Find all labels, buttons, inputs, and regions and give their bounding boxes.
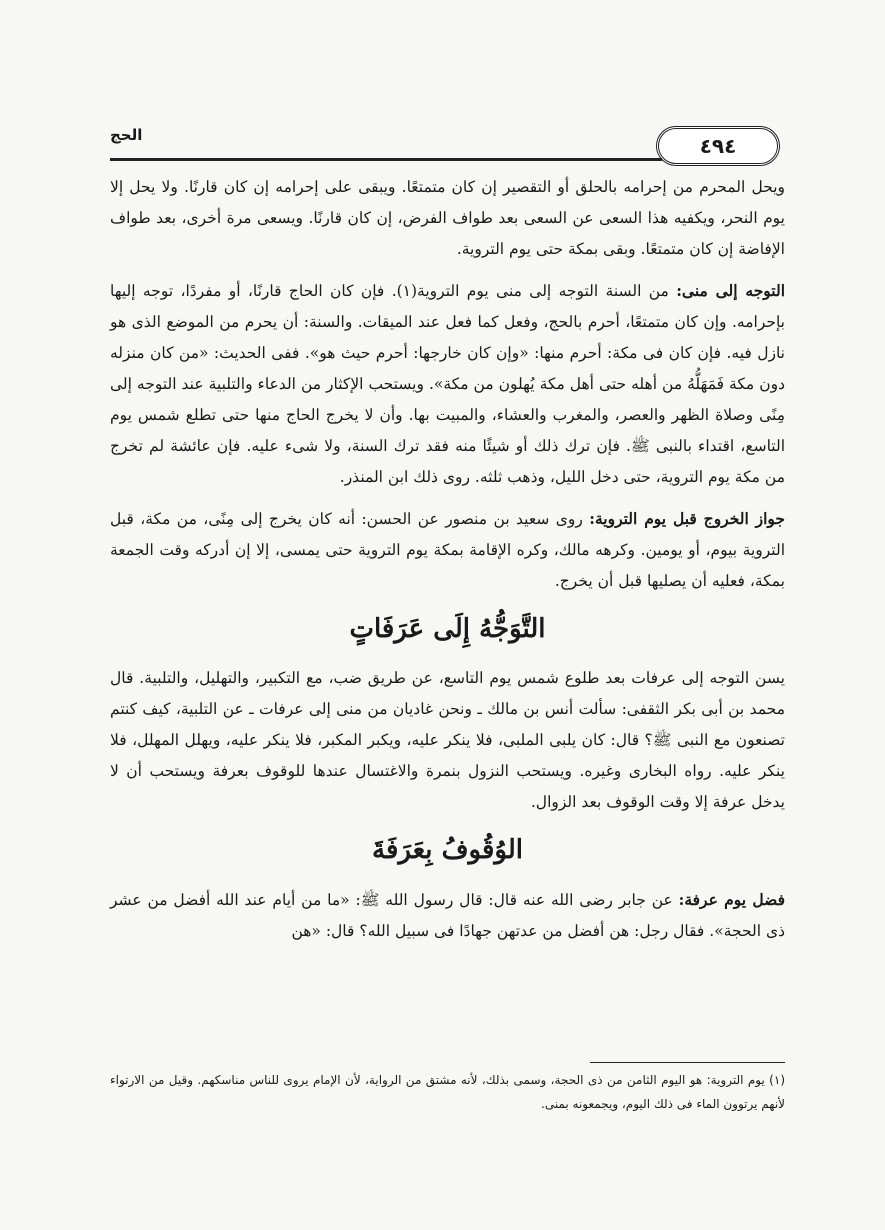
- paragraph-4: يسن التوجه إلى عرفات بعد طلوع شمس يوم التاسع، عن طريق ضب، مع التكبير، والتهليل، والتلبية. قال محمد بن أبى بكر الثقفى: سألت أنس بن مالك ـ ونحن غاديان من منى إلى عرفات ـ عن التلبية، كيف كنتم تصنعون مع النبى ﷺ؟ قال: كان يلبى الملبى، فلا ينكر عليه، ويكبر المكبر، فلا ينكر عليه، ويهلل المهلل، فلا ينكر عليه. رواه البخارى وغيره. ويستحب النزول بنمرة والاغتسال عندها للوقوف بعرفة ويستحب أن لا يدخل عرفة إلا وقت الوقوف بعد الزوال.: [110, 669, 785, 811]
- page-header: [110, 120, 780, 170]
- paragraph-1: ويحل المحرم من إحرامه بالحلق أو التقصير إن كان متمتعًا. ويبقى على إحرامه إن كان قارنًا. ولا يحل إلا يوم النحر، ويكفيه هذا السعى عن السعى بعد طواف الفرض، إن كان قارنًا. ويسعى مرة أخرى، بعد طواف الإفاضة إن كان متمتعًا. وبقى بمكة حتى يوم التروية.: [110, 178, 785, 258]
- spacer: [110, 265, 785, 275]
- paragraph-5: [110, 884, 785, 947]
- running-title: الحج: [110, 126, 143, 144]
- paragraph-2-text: من السنة التوجه إلى منى يوم التروية(١). فإن كان الحاج قارنًا، أو مفردًا، توجه إليها بإحرامه. وإن كان متمتعًا، أحرم بالحج، وفعل كما فعل عند الميقات. والسنة: أن يحرم من الموضع الذى هو نازل فيه. فإن كان فى مكة: أحرم منها: «وإن كان خارجها: أحرم حيث هو». ففى الحديث: «من كان منزله دون مكة فَمَهَلُّهُ من أهله حتى أهل مكة يُهلون من مكة». ويستحب الإكثار من الدعاء والتلبية عند التوجه إلى مِنًى وصلاة الظهر والعصر، والمغرب والعشاء، والمبيت بها. وأن لا يخرج الحاج منها حتى تطلع شمس يوم التاسع، اقتداء بالنبى ﷺ. فإن ترك ذلك أو شيئًا منه فقد ترك السنة، ولا شىء عليه. فإن عائشة لم تخرج من مكة يوم التروية، حتى دخل الليل، وذهب ثلثه. روى ذلك ابن المنذر.: [110, 282, 785, 486]
- page-number: ٤٩٤: [656, 126, 780, 166]
- spacer: [110, 493, 785, 503]
- footnote-rule: [590, 1062, 785, 1063]
- paragraph-5-heading: فضل يوم عرفة:: [678, 890, 785, 909]
- paragraph-2: [110, 275, 785, 493]
- footnote: (١) يوم التروية: هو اليوم الثامن من ذى الحجة، وسمى بذلك، لأنه مشتق من الرواية، لأن الإمام يروى للناس مناسكهم. وقيل من الارتواء لأنهم يرتوون الماء فى ذلك اليوم، ويجمعونه بمنى.: [110, 1073, 785, 1111]
- paragraph-3: [110, 503, 785, 597]
- paragraph-5-text: عن جابر رضى الله عنه قال: قال رسول الله ﷺ: «ما من أيام عند الله أفضل من عشر ذى الحجة». فقال رجل: هن أفضل من عدتهن جهادًا فى سبيل الله؟ قال: «هن: [110, 891, 785, 940]
- paragraph-2-heading: التوجه إلى منى:: [676, 281, 785, 300]
- header-rule: [110, 158, 662, 161]
- section-title-arafat: التَّوَجُّهُ إِلَى عَرَفَاتٍ: [349, 614, 546, 644]
- paragraph-3-text: روى سعيد بن منصور عن الحسن: أنه كان يخرج إلى مِنًى، من مكة، قبل التروية بيوم، أو يومين. وكرهه مالك، وكره الإقامة بمكة يوم التروية حتى يمسى، إلا إن أدركه وقت الجمعة بمكة، فعليه أن يصليها قبل أن يخرج.: [110, 510, 785, 590]
- main-text: [110, 172, 785, 947]
- section-title-wuquf: الوُقُوفُ بِعَرَفَةَ: [372, 835, 523, 865]
- paragraph-3-heading: جواز الخروج قبل يوم التروية:: [589, 509, 786, 528]
